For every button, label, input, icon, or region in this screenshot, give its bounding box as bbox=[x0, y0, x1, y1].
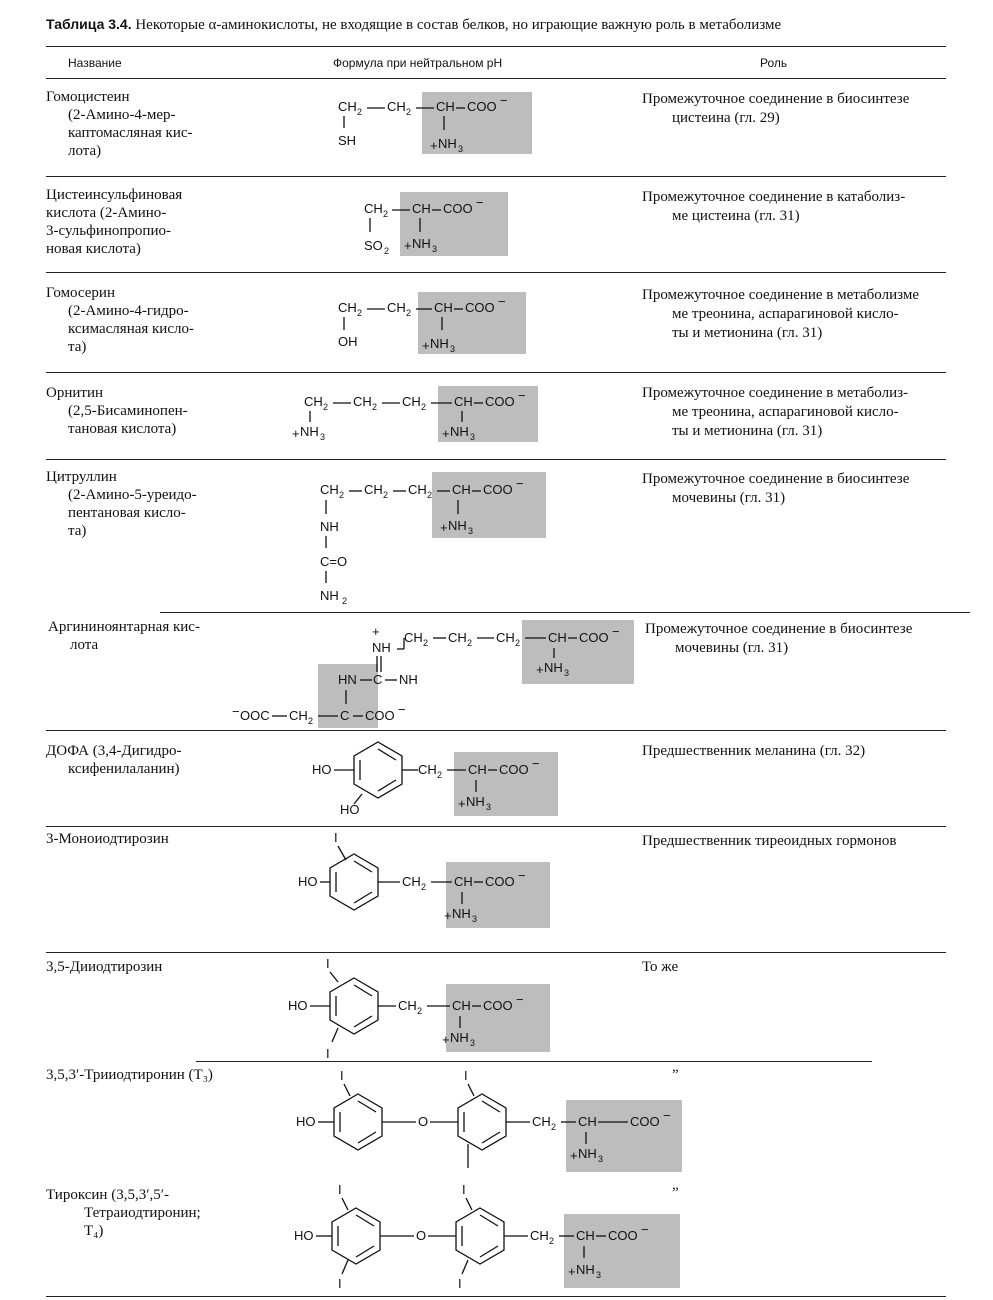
svg-text:2: 2 bbox=[437, 770, 443, 780]
svg-text:COO: COO bbox=[465, 300, 495, 315]
svg-text:HO: HO bbox=[298, 874, 318, 889]
svg-text:CH: CH bbox=[364, 201, 383, 216]
svg-text:+: + bbox=[442, 1032, 450, 1047]
formula-thyroxine bbox=[292, 1180, 692, 1294]
svg-text:+: + bbox=[536, 662, 544, 677]
svg-text:CH: CH bbox=[387, 99, 406, 114]
svg-text:COO: COO bbox=[579, 630, 609, 645]
svg-text:−: − bbox=[516, 476, 524, 491]
svg-text:+: + bbox=[444, 908, 452, 923]
svg-text:−: − bbox=[498, 294, 506, 309]
header-name: Название bbox=[68, 56, 122, 70]
svg-text:+: + bbox=[442, 426, 450, 441]
header-formula: Формула при нейтральном pH bbox=[333, 56, 503, 70]
row-divider bbox=[46, 272, 946, 273]
svg-text:NH: NH bbox=[544, 660, 563, 675]
svg-text:CH: CH bbox=[408, 482, 427, 497]
svg-text:2: 2 bbox=[383, 209, 389, 219]
formula-monoiodotyrosine bbox=[296, 826, 556, 936]
row-role: Промежуточное соединение в метаболизме ме треонина, аспарагиновой кисло- ты и метионина (гл. 31) bbox=[642, 287, 919, 341]
formula-homocysteine bbox=[330, 88, 540, 158]
row-role: То же bbox=[642, 959, 679, 975]
svg-text:2: 2 bbox=[339, 490, 345, 500]
row-role: Промежуточное соединение в катаболиз- ме цистеина (гл. 31) bbox=[642, 189, 906, 224]
svg-text:NH: NH bbox=[448, 518, 467, 533]
svg-text:I: I bbox=[340, 1068, 344, 1083]
svg-text:+: + bbox=[458, 796, 466, 811]
svg-text:+: + bbox=[440, 520, 448, 535]
svg-text:−: − bbox=[516, 992, 524, 1007]
row-name: Гомосерин (2-Амино-4-гидро- ксимасляная кисло- та) bbox=[46, 285, 194, 355]
svg-text:O: O bbox=[418, 1114, 429, 1129]
svg-text:CH: CH bbox=[304, 394, 323, 409]
row-role: Промежуточное соединение в биосинтезе мочевины (гл. 31) bbox=[645, 621, 913, 656]
row-name: Цистеинсульфиновая кислота (2-Амино- 3-сульфинопропио- новая кислота) bbox=[46, 187, 183, 257]
svg-text:−: − bbox=[398, 702, 406, 717]
svg-text:CH: CH bbox=[448, 630, 467, 645]
row-name: ДОФА (3,4-Дигидро- ксифенилаланин) bbox=[46, 743, 182, 777]
header-rule bbox=[46, 78, 946, 79]
svg-text:3: 3 bbox=[596, 1270, 602, 1280]
row-name: 3,5,3′-Трииодтиронин (T₃) bbox=[46, 1067, 213, 1083]
svg-text:3: 3 bbox=[450, 344, 456, 354]
svg-text:2: 2 bbox=[308, 716, 314, 726]
svg-text:CH: CH bbox=[338, 300, 357, 315]
svg-text:2: 2 bbox=[421, 402, 427, 412]
svg-text:+: + bbox=[422, 338, 430, 353]
row-divider bbox=[46, 176, 946, 177]
svg-text:CH: CH bbox=[578, 1114, 597, 1129]
row-name: Гомоцистеин (2-Амино-4-мер- каптомасляная кис- лота) bbox=[46, 89, 193, 159]
row-divider bbox=[46, 459, 946, 460]
svg-text:2: 2 bbox=[357, 308, 363, 318]
svg-text:2: 2 bbox=[417, 1006, 423, 1016]
svg-text:2: 2 bbox=[384, 246, 390, 256]
svg-text:3: 3 bbox=[470, 1038, 476, 1048]
svg-text:2: 2 bbox=[383, 490, 389, 500]
svg-text:3: 3 bbox=[472, 914, 478, 924]
svg-text:NH: NH bbox=[450, 424, 469, 439]
svg-text:3: 3 bbox=[468, 526, 474, 536]
svg-text:2: 2 bbox=[323, 402, 329, 412]
svg-text:+: + bbox=[568, 1264, 576, 1279]
svg-text:CH: CH bbox=[320, 482, 339, 497]
caption-label: Таблица 3.4. bbox=[46, 16, 132, 32]
svg-text:C=O: C=O bbox=[320, 554, 348, 569]
svg-text:+: + bbox=[372, 624, 380, 639]
svg-text:HO: HO bbox=[294, 1228, 314, 1243]
svg-text:COO: COO bbox=[608, 1228, 638, 1243]
svg-text:COO: COO bbox=[483, 998, 513, 1013]
svg-text:NH: NH bbox=[452, 906, 471, 921]
svg-text:CH: CH bbox=[452, 482, 471, 497]
svg-text:CH: CH bbox=[532, 1114, 551, 1129]
svg-text:3: 3 bbox=[598, 1154, 604, 1164]
svg-text:SO: SO bbox=[364, 238, 383, 253]
row-role: Предшественник тиреоидных гормонов bbox=[642, 833, 897, 849]
formula-cysteinesulfinic-acid bbox=[360, 188, 520, 263]
row-role: Промежуточное соединение в метаболиз- ме треонина, аспарагиновой кисло- ты и метионина (гл. 31) bbox=[642, 385, 909, 439]
formula-argininosuccinic-acid bbox=[232, 618, 642, 730]
svg-text:2: 2 bbox=[406, 308, 412, 318]
row-role: Предшественник меланина (гл. 32) bbox=[642, 743, 866, 759]
svg-text:2: 2 bbox=[467, 638, 473, 648]
svg-text:NH: NH bbox=[578, 1146, 597, 1161]
svg-text:CH: CH bbox=[454, 874, 473, 889]
svg-text:CH: CH bbox=[353, 394, 372, 409]
svg-text:CH: CH bbox=[289, 708, 308, 723]
svg-text:OOC: OOC bbox=[240, 708, 270, 723]
svg-text:CH: CH bbox=[398, 998, 417, 1013]
formula-ornithine bbox=[290, 384, 550, 446]
svg-text:2: 2 bbox=[357, 107, 363, 117]
svg-text:−: − bbox=[641, 1222, 649, 1237]
svg-text:COO: COO bbox=[443, 201, 473, 216]
svg-text:−: − bbox=[500, 93, 508, 108]
svg-text:I: I bbox=[338, 1276, 342, 1291]
svg-text:SH: SH bbox=[338, 133, 357, 148]
svg-text:CH: CH bbox=[576, 1228, 595, 1243]
svg-text:CH: CH bbox=[496, 630, 515, 645]
table-caption bbox=[46, 16, 781, 34]
svg-text:COO: COO bbox=[365, 708, 395, 723]
svg-text:+: + bbox=[430, 138, 438, 153]
top-rule bbox=[46, 46, 946, 47]
formula-citrulline bbox=[312, 470, 552, 610]
svg-text:I: I bbox=[326, 1046, 330, 1061]
formula-homoserine bbox=[330, 286, 540, 358]
svg-text:COO: COO bbox=[483, 482, 513, 497]
svg-text:HO: HO bbox=[340, 802, 360, 817]
header-role: Роль bbox=[760, 56, 788, 70]
row-name: 3-Моноиодтирозин bbox=[46, 831, 169, 847]
row-name: Орнитин (2,5-Бисаминопен- тановая кислота) bbox=[46, 385, 188, 437]
svg-text:CH: CH bbox=[530, 1228, 549, 1243]
svg-text:2: 2 bbox=[427, 490, 433, 500]
svg-text:+: + bbox=[570, 1148, 578, 1163]
svg-text:CH: CH bbox=[452, 998, 471, 1013]
formula-dopa bbox=[306, 734, 566, 824]
svg-text:+: + bbox=[404, 238, 412, 253]
svg-text:C: C bbox=[340, 708, 350, 723]
svg-text:3: 3 bbox=[458, 144, 464, 154]
row-role: Промежуточное соединение в биосинтезе цистеина (гл. 29) bbox=[642, 91, 910, 126]
svg-text:CH: CH bbox=[338, 99, 357, 114]
svg-text:NH: NH bbox=[576, 1262, 595, 1277]
svg-text:2: 2 bbox=[515, 638, 521, 648]
svg-text:HO: HO bbox=[296, 1114, 316, 1129]
svg-text:CH: CH bbox=[434, 300, 453, 315]
row-role: ” bbox=[672, 1067, 679, 1083]
svg-text:2: 2 bbox=[551, 1122, 557, 1132]
svg-text:2: 2 bbox=[421, 882, 427, 892]
svg-text:CH: CH bbox=[548, 630, 567, 645]
svg-text:CH: CH bbox=[468, 762, 487, 777]
svg-text:I: I bbox=[458, 1276, 462, 1291]
svg-text:HO: HO bbox=[288, 998, 308, 1013]
svg-text:HO: HO bbox=[312, 762, 332, 777]
svg-text:COO: COO bbox=[485, 394, 515, 409]
svg-text:−: − bbox=[476, 195, 484, 210]
svg-text:COO: COO bbox=[467, 99, 497, 114]
row-divider bbox=[46, 730, 946, 731]
svg-text:OH: OH bbox=[338, 334, 358, 349]
svg-text:2: 2 bbox=[342, 596, 348, 606]
svg-text:CH: CH bbox=[387, 300, 406, 315]
svg-text:COO: COO bbox=[630, 1114, 660, 1129]
row-name: 3,5-Дииодтирозин bbox=[46, 959, 163, 975]
svg-text:I: I bbox=[334, 830, 338, 845]
svg-text:NH: NH bbox=[430, 336, 449, 351]
svg-text:CH: CH bbox=[402, 394, 421, 409]
svg-text:I: I bbox=[326, 956, 330, 971]
row-name: Тироксин (3,5,3′,5′- Тетраиодтиронин; T₄) bbox=[46, 1187, 201, 1239]
caption-text: Некоторые α-аминокислоты, не входящие в состав белков, но играющие важную роль в метаболизме bbox=[135, 17, 782, 33]
row-role: ” bbox=[672, 1185, 679, 1201]
svg-text:3: 3 bbox=[486, 802, 492, 812]
svg-text:+: + bbox=[292, 426, 300, 441]
svg-text:−: − bbox=[532, 756, 540, 771]
svg-text:3: 3 bbox=[470, 432, 476, 442]
svg-text:CH: CH bbox=[412, 201, 431, 216]
svg-text:NH: NH bbox=[412, 236, 431, 251]
svg-text:I: I bbox=[464, 1068, 468, 1083]
svg-text:NH: NH bbox=[466, 794, 485, 809]
formula-triiodothyronine bbox=[294, 1064, 694, 1180]
svg-text:−: − bbox=[518, 388, 526, 403]
svg-text:COO: COO bbox=[499, 762, 529, 777]
svg-text:2: 2 bbox=[423, 638, 429, 648]
svg-text:CH: CH bbox=[454, 394, 473, 409]
svg-text:CH: CH bbox=[402, 874, 421, 889]
svg-text:CH: CH bbox=[404, 630, 423, 645]
svg-text:NH: NH bbox=[372, 640, 391, 655]
svg-text:COO: COO bbox=[485, 874, 515, 889]
svg-text:O: O bbox=[416, 1228, 427, 1243]
row-name: Аргининоянтарная кис- лота bbox=[48, 619, 200, 653]
svg-text:3: 3 bbox=[432, 244, 438, 254]
svg-text:3: 3 bbox=[320, 432, 326, 442]
row-divider bbox=[196, 1061, 872, 1062]
svg-text:NH: NH bbox=[320, 519, 339, 534]
svg-text:I: I bbox=[462, 1182, 466, 1197]
svg-text:I: I bbox=[338, 1182, 342, 1197]
svg-text:3: 3 bbox=[564, 668, 570, 678]
svg-text:NH: NH bbox=[399, 672, 418, 687]
svg-text:NH: NH bbox=[450, 1030, 469, 1045]
svg-text:NH: NH bbox=[438, 136, 457, 151]
svg-text:NH: NH bbox=[300, 424, 319, 439]
svg-text:2: 2 bbox=[372, 402, 378, 412]
svg-text:HN: HN bbox=[338, 672, 357, 687]
svg-text:−: − bbox=[232, 704, 240, 719]
svg-text:−: − bbox=[518, 868, 526, 883]
svg-text:CH: CH bbox=[436, 99, 455, 114]
row-divider bbox=[160, 612, 970, 613]
svg-text:−: − bbox=[612, 624, 620, 639]
formula-diiodotyrosine bbox=[286, 952, 556, 1064]
svg-text:2: 2 bbox=[406, 107, 412, 117]
svg-text:2: 2 bbox=[549, 1236, 555, 1246]
svg-text:CH: CH bbox=[418, 762, 437, 777]
bottom-rule bbox=[46, 1296, 946, 1297]
row-role: Промежуточное соединение в биосинтезе мочевины (гл. 31) bbox=[642, 471, 910, 506]
row-divider bbox=[46, 372, 946, 373]
svg-text:C: C bbox=[373, 672, 383, 687]
svg-text:CH: CH bbox=[364, 482, 383, 497]
svg-text:NH: NH bbox=[320, 588, 339, 603]
row-name: Цитруллин (2-Амино-5-уреидо- пентановая кисло- та) bbox=[46, 469, 197, 539]
svg-text:−: − bbox=[663, 1108, 671, 1123]
